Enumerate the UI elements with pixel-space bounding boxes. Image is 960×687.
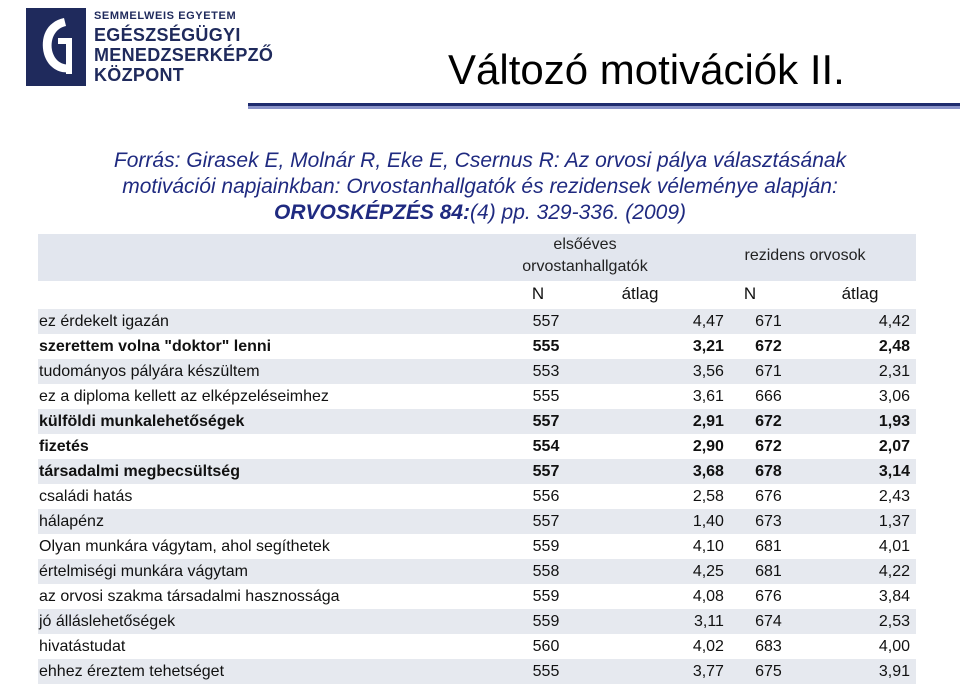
n-residents: 676 [724, 484, 813, 509]
avg-residents: 3,14 [813, 459, 916, 484]
avg-students: 3,61 [586, 384, 724, 409]
logo-line-4: KÖZPONT [94, 65, 185, 85]
row-label: családi hatás [38, 484, 506, 509]
n-students: 557 [506, 509, 585, 534]
table-row [38, 484, 916, 509]
n-residents: 683 [724, 634, 813, 659]
n-residents: 678 [724, 459, 813, 484]
col-header-n-residents: N [743, 284, 757, 303]
n-students: 560 [506, 634, 585, 659]
avg-residents: 4,42 [813, 309, 916, 334]
table-row [38, 384, 916, 409]
n-residents: 673 [724, 509, 813, 534]
group-header-students-line1: elsőéves [553, 236, 617, 253]
row-label: Olyan munkára vágytam, ahol segíthetek [38, 534, 506, 559]
table-row [38, 609, 916, 634]
logo-line-1: SEMMELWEIS EGYETEM [94, 10, 237, 22]
col-header-avg-residents: átlag [841, 284, 879, 303]
row-label: ez a diploma kellett az elképzeléseimhez [38, 384, 506, 409]
avg-students: 1,40 [586, 509, 724, 534]
n-residents: 676 [724, 584, 813, 609]
avg-residents: 4,01 [813, 534, 916, 559]
avg-students: 4,08 [586, 584, 724, 609]
avg-students: 2,91 [586, 409, 724, 434]
avg-residents: 1,37 [813, 509, 916, 534]
source-line-1: Forrás: Girasek E, Molnár R, Eke E, Csernus R: Az orvosi pálya választásának [113, 149, 847, 172]
n-students: 554 [506, 434, 585, 459]
row-label: hivatástudat [38, 634, 506, 659]
table-row [38, 584, 916, 609]
avg-residents: 4,22 [813, 559, 916, 584]
page-title: Változó motivációk II. [448, 46, 845, 93]
col-header-avg-students: átlag [621, 284, 659, 303]
avg-students: 4,25 [586, 559, 724, 584]
n-residents: 681 [724, 559, 813, 584]
table-row [38, 534, 916, 559]
journal-name: ORVOSKÉPZÉS 84: [273, 201, 471, 224]
source-citation [40, 148, 920, 226]
table-row [38, 559, 916, 584]
avg-residents: 2,43 [813, 484, 916, 509]
row-label: fizetés [38, 434, 506, 459]
table-row [38, 334, 916, 359]
logo-line-3: MENEDZSERKÉPZŐ [94, 45, 274, 65]
avg-residents: 1,93 [813, 409, 916, 434]
n-students: 559 [506, 609, 585, 634]
table-row [38, 634, 916, 659]
motivation-table [38, 309, 916, 684]
logo-line-2: EGÉSZSÉGÜGYI [94, 25, 241, 45]
title-divider [248, 103, 960, 109]
n-residents: 672 [724, 409, 813, 434]
row-label: társadalmi megbecsültség [38, 459, 506, 484]
n-students: 555 [506, 334, 585, 359]
n-residents: 666 [724, 384, 813, 409]
n-students: 556 [506, 484, 585, 509]
row-label: értelmiségi munkára vágytam [38, 559, 506, 584]
table-row [38, 434, 916, 459]
n-students: 557 [506, 459, 585, 484]
avg-residents: 3,84 [813, 584, 916, 609]
n-residents: 674 [724, 609, 813, 634]
avg-students: 3,56 [586, 359, 724, 384]
table-row [38, 459, 916, 484]
avg-residents: 2,07 [813, 434, 916, 459]
table-row [38, 409, 916, 434]
n-students: 557 [506, 309, 585, 334]
group-header-students-line2: orvostanhallgatók [522, 258, 648, 275]
n-students: 557 [506, 409, 585, 434]
logo-emblem-icon [26, 8, 86, 86]
n-students: 558 [506, 559, 585, 584]
n-students: 555 [506, 384, 585, 409]
table-row [38, 309, 916, 334]
n-students: 555 [506, 659, 585, 684]
avg-students: 2,58 [586, 484, 724, 509]
avg-students: 2,90 [586, 434, 724, 459]
group-header-residents: rezidens orvosok [744, 247, 866, 264]
row-label: tudományos pályára készültem [38, 359, 506, 384]
row-label: szerettem volna "doktor" lenni [38, 334, 506, 359]
col-header-n-students: N [531, 284, 545, 303]
table-row [38, 359, 916, 384]
n-students: 559 [506, 534, 585, 559]
avg-students: 3,68 [586, 459, 724, 484]
avg-residents: 3,91 [813, 659, 916, 684]
n-residents: 672 [724, 434, 813, 459]
row-label: ez érdekelt igazán [38, 309, 506, 334]
avg-residents: 4,00 [813, 634, 916, 659]
avg-students: 4,02 [586, 634, 724, 659]
source-line-3 [40, 200, 920, 226]
avg-students: 3,21 [586, 334, 724, 359]
table-row [38, 509, 916, 534]
n-residents: 671 [724, 309, 813, 334]
avg-residents: 2,31 [813, 359, 916, 384]
row-label: az orvosi szakma társadalmi hasznossága [38, 584, 506, 609]
row-label: külföldi munkalehetőségek [38, 409, 506, 434]
journal-details: (4) pp. 329-336. (2009) [470, 201, 687, 224]
n-residents: 681 [724, 534, 813, 559]
avg-students: 4,10 [586, 534, 724, 559]
n-residents: 671 [724, 359, 813, 384]
n-students: 559 [506, 584, 585, 609]
n-residents: 675 [724, 659, 813, 684]
avg-residents: 3,06 [813, 384, 916, 409]
n-residents: 672 [724, 334, 813, 359]
avg-residents: 2,48 [813, 334, 916, 359]
avg-students: 3,77 [586, 659, 724, 684]
avg-students: 3,11 [586, 609, 724, 634]
avg-students: 4,47 [586, 309, 724, 334]
row-label: hálapénz [38, 509, 506, 534]
avg-residents: 2,53 [813, 609, 916, 634]
row-label: ehhez éreztem tehetséget [38, 659, 506, 684]
group-header-students [480, 234, 690, 278]
row-label: jó álláslehetőségek [38, 609, 506, 634]
source-line-2: motivációi napjainkban: Orvostanhallgatók és rezidensek véleménye alapján: [122, 175, 838, 198]
institution-logo [26, 8, 274, 86]
n-students: 553 [506, 359, 585, 384]
table-row [38, 659, 916, 684]
